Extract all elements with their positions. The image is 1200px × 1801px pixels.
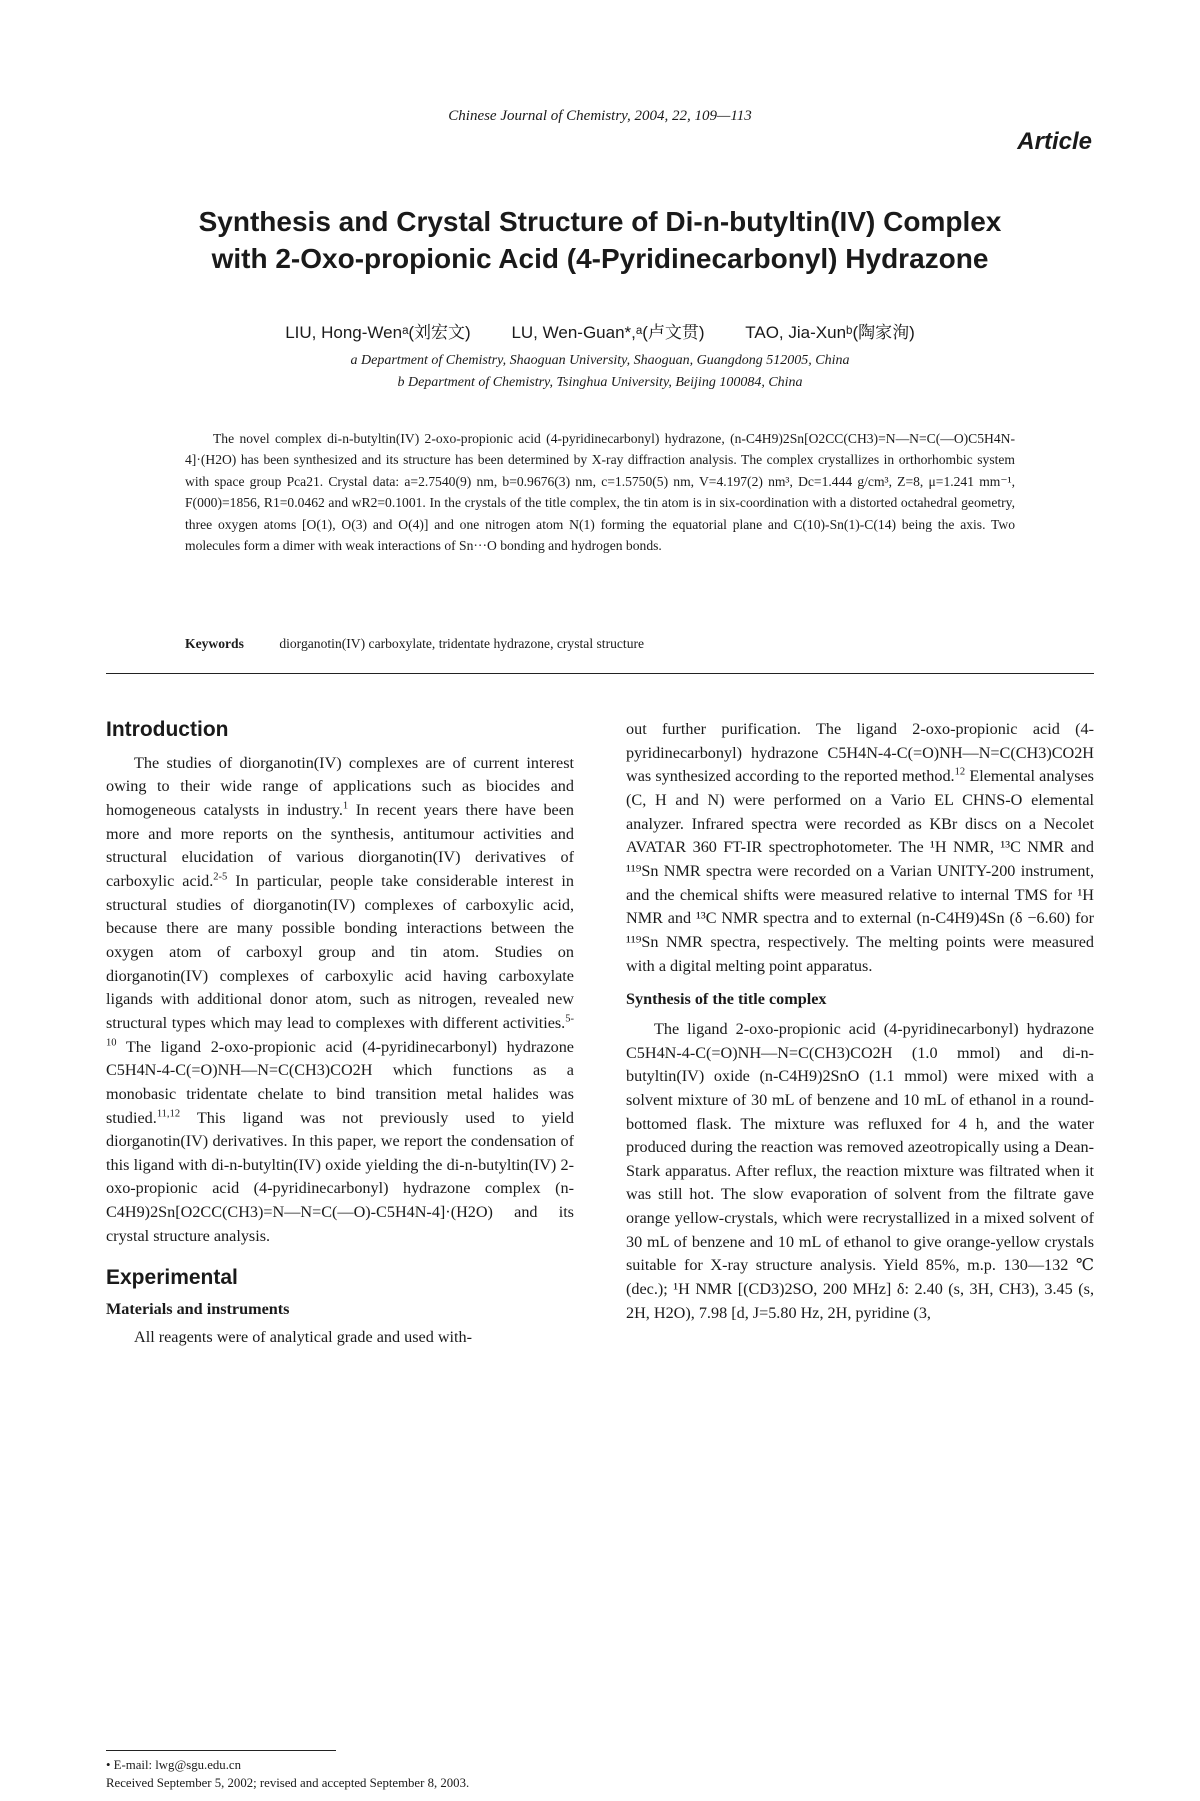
affiliation-b: b Department of Chemistry, Tsinghua University, Beijing 100084, China — [397, 375, 803, 390]
left-column — [106, 718, 574, 1349]
keywords-text: diorganotin(IV) carboxylate, tridentate hydrazone, crystal structure — [279, 636, 645, 651]
running-head: Chinese Journal of Chemistry, 2004, 22, 109—113 — [448, 108, 752, 124]
right-column — [626, 718, 1094, 1325]
introduction-paragraph: The studies of diorganotin(IV) complexes are of current interest owing to their wide range of applications such as biocides and homogeneous catalysts in industry.$^1$ In recent years there have been more and more reports on the synthesis, antitumour activities and structural elucidation of various diorganotin(IV) derivatives of carboxylic acid.$^{2-5}$ In particular, people take considerable interest in structural studies of diorganotin(IV) complexes of carboxylic acid, because there are many possible bonding interactions between the oxygen atom of carboxyl group and tin atom. Studies on diorganotin(IV) complexes of carboxylic acid having carboxylate ligands with additional donor atom, such as nitrogen, revealed new structural types which may lead to complexes with different activities.$^{5-10}$ The ligand 2-oxo-propionic acid (4-pyridinecarbonyl) hydrazone C5H4N-4-C(=O)NH—N=C(CH3)CO2H which functions as a monobasic tridentate chelate to bind transition metal halides was studied.$^{11,12}$ This ligand was not previously used to yield diorganotin(IV) derivatives. In this paper, we report the condensation of this ligand with di-n-butyltin(IV) oxide yielding the di-n-butyltin(IV) 2-oxo-propionic acid (4-pyridinecarbonyl) hydrazone complex (n-C4H9)2Sn[O2CC(CH3)=N—N=C(—O)-C5H4N-4]·(H2O) and its crystal structure analysis. — [106, 753, 574, 1245]
keywords-label: Keywords — [185, 636, 244, 651]
introduction-heading: Introduction — [106, 718, 229, 741]
author-3: TAO, Jia-Xunᵇ(陶家洵) — [745, 323, 915, 342]
synthesis-heading: Synthesis of the title complex — [626, 990, 827, 1009]
paper-title — [100, 203, 1100, 277]
synthesis-paragraph: The ligand 2-oxo-propionic acid (4-pyridinecarbonyl) hydrazone C5H4N-4-C(=O)NH—N=C(CH3)CO2H (1.0 mmol) and di-n-butyltin(IV) oxide (n-C4H9)2SnO (1.1 mmol) were mixed with a solvent mixture of 30 mL of benzene and 10 mL of ethanol in a round-bottomed flask. The mixture was refluxed for 4 h, and the water produced during the reaction was removed azeotropically using a Dean-Stark apparatus. After reflux, the reaction mixture was filtrated when it was still hot. The slow evaporation of solvent from the filtrate gave orange yellow-crystals, which were recrystallized in a mixed solvent of 30 mL of benzene and 10 mL of ethanol to give orange-yellow crystals suitable for X-ray structure analysis. Yield 85%, m.p. 130—132 ℃ (dec.); ¹H NMR [(CD3)2SO, 200 MHz] δ: 2.40 (s, 3H, CH3), 3.45 (s, 2H, H2O), 7.98 [d, J=5.80 Hz, 2H, pyridine (3, — [626, 1019, 1094, 1322]
author-1: LIU, Hong-Wenᵃ(刘宏文) — [285, 323, 471, 342]
title-line-1: Synthesis and Crystal Structure of Di-n-butyltin(IV) Complex — [198, 206, 1002, 237]
author-2: LU, Wen-Guan*,ᵃ(卢文贯) — [511, 323, 705, 342]
footnote-received: Received September 5, 2002; revised and accepted September 8, 2003. — [106, 1776, 470, 1790]
footnote-email: • E-mail: lwg@sgu.edu.cn — [106, 1758, 241, 1772]
abstract: The novel complex di-n-butyltin(IV) 2-oxo-propionic acid (4-pyridinecarbonyl) hydrazone, (n-C4H9)2Sn[O2CC(CH3)=N—N=C(—O)C5H4N-4]·(H2O) has been synthesized and its structure has been determined by X-ray diffraction analysis. The complex crystallizes in orthorhombic system with space group Pca21. Crystal data: a=2.7540(9) nm, b=0.9676(3) nm, c=1.5750(5) nm, V=4.197(2) nm³, Dc=1.444 g/cm³, Z=8, μ=1.241 mm⁻¹, F(000)=1856, R1=0.0462 and wR2=0.1001. In the crystals of the title complex, the tin atom is in six-coordination with a distorted octahedral geometry, three oxygen atoms [O(1), O(3) and O(4)] and one nitrogen atom N(1) forming the equatorial plane and C(10)-Sn(1)-C(14) being the axis. Two molecules form a dimer with weak interactions of Sn···O bonding and hydrogen bonds. — [185, 431, 1015, 554]
affiliation-a: a Department of Chemistry, Shaoguan University, Shaoguan, Guangdong 512005, China — [350, 353, 850, 368]
footnote-divider — [106, 1750, 336, 1751]
materials-paragraph-continued: out further purification. The ligand 2-oxo-propionic acid (4-pyridinecarbonyl) hydrazone C5H4N-4-C(=O)NH—N=C(CH3)CO2H was synthesized according to the reported method.$^{12}$ Elemental analyses (C, H and N) were performed on a Vario EL CHNS-O elemental analyzer. Infrared spectra were recorded as KBr discs on a Necolet AVATAR 360 FT-IR spectrophotometer. The ¹H NMR, ¹³C NMR and ¹¹⁹Sn NMR spectra were recorded on a Varian UNITY-200 instrument, and the chemical shifts were measured relative to internal TMS for ¹H NMR and ¹³C NMR spectra and to external (n-C4H9)4Sn (δ −6.60) for ¹¹⁹Sn NMR spectra, respectively. The melting points were measured with a digital melting point apparatus. — [626, 720, 1094, 975]
experimental-heading: Experimental — [106, 1266, 238, 1290]
article-type-label: Article — [1017, 128, 1092, 155]
materials-heading: Materials and instruments — [106, 1300, 290, 1319]
author-list — [0, 318, 1200, 343]
header-divider — [106, 673, 1094, 674]
materials-paragraph: All reagents were of analytical grade and used with- — [134, 1327, 473, 1346]
keywords — [185, 636, 1015, 652]
title-line-2: with 2-Oxo-propionic Acid (4-Pyridinecarbonyl) Hydrazone — [211, 243, 989, 274]
